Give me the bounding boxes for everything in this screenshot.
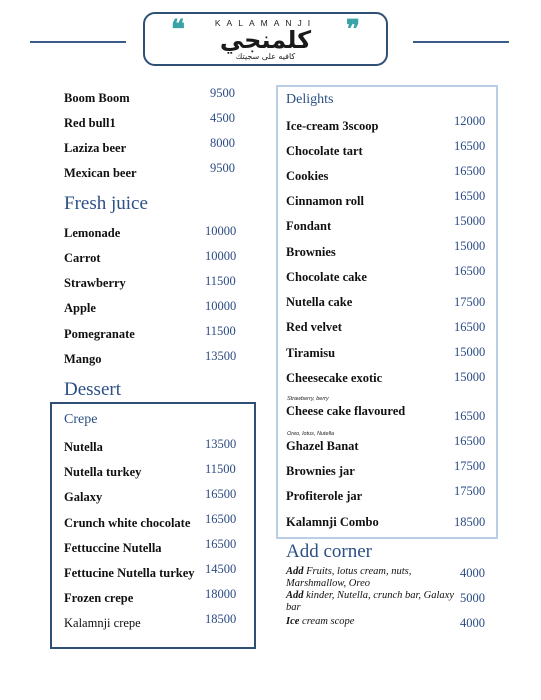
quote-mark-left-icon: ❝ bbox=[171, 15, 185, 45]
menu-item-name: Kalamnji Combo bbox=[286, 515, 379, 529]
menu-item-price: 18000 bbox=[205, 587, 237, 601]
menu-item-name: Nutella cake bbox=[286, 295, 353, 309]
menu-item-name: Tiramisu bbox=[286, 346, 336, 360]
add-corner-prefix: Add bbox=[286, 590, 304, 601]
menu-item-name: Fondant bbox=[286, 219, 332, 233]
menu-item-name: Nutella turkey bbox=[64, 465, 142, 479]
logo bbox=[143, 12, 388, 66]
add-corner-text: cream scope bbox=[299, 616, 355, 627]
logo-latin-text: KALAMANJI bbox=[214, 18, 317, 28]
menu-item-price: 16500 bbox=[205, 512, 237, 526]
menu-item-name: Nutella bbox=[64, 440, 103, 454]
menu-item-price: 16500 bbox=[454, 320, 486, 334]
menu-item-price: 16500 bbox=[454, 139, 486, 153]
menu-item-price: 16500 bbox=[454, 409, 486, 423]
menu-item-price: 11500 bbox=[205, 462, 236, 476]
menu-item-price: 11500 bbox=[205, 274, 236, 288]
menu-item-name: Cheesecake exotic bbox=[286, 371, 383, 385]
menu-item-price: 16500 bbox=[454, 264, 486, 278]
menu-item-price: 9500 bbox=[210, 86, 235, 100]
add-corner-item bbox=[286, 566, 456, 590]
menu-item-price: 8000 bbox=[210, 136, 235, 150]
header-rule-right bbox=[413, 41, 509, 43]
section-heading-delights: Delights bbox=[286, 92, 334, 107]
menu-item-price: 17500 bbox=[454, 459, 486, 473]
menu-item-name: Laziza beer bbox=[64, 141, 127, 155]
menu-item-price: 11500 bbox=[205, 324, 236, 338]
logo-arabic-subtitle: كافيه على سجيتك bbox=[235, 52, 296, 61]
menu-item-name: Cheese cake flavoured bbox=[286, 404, 406, 418]
menu-item-price: 4500 bbox=[210, 111, 235, 125]
menu-item-price: 9500 bbox=[210, 161, 235, 175]
add-corner-text: kinder, Nutella, crunch bar, Galaxy bar bbox=[286, 590, 454, 613]
menu-item-price: 18500 bbox=[205, 612, 237, 626]
quote-mark-right-icon: ❞ bbox=[346, 15, 360, 45]
section-heading-crepe: Crepe bbox=[64, 412, 98, 427]
add-corner-item bbox=[286, 616, 456, 628]
add-corner-text: Fruits, lotus cream, nuts, Marshmallow, Oreo bbox=[286, 566, 412, 589]
menu-item-name: Galaxy bbox=[64, 490, 103, 504]
header-rule-left bbox=[30, 41, 126, 43]
menu-item-price: 15000 bbox=[454, 345, 486, 359]
menu-item-name: Chocolate cake bbox=[286, 270, 367, 284]
menu-item-price: 12000 bbox=[454, 114, 486, 128]
menu-item-price: 15000 bbox=[454, 239, 486, 253]
menu-item-price: 13500 bbox=[205, 437, 237, 451]
menu-item-name: Pomegranate bbox=[64, 327, 135, 341]
menu-item-price: 17500 bbox=[454, 484, 486, 498]
menu-item-name: Red velvet bbox=[286, 320, 342, 334]
menu-item-name: Strawberry bbox=[64, 276, 126, 290]
menu-item-name: Lemonade bbox=[64, 226, 121, 240]
menu-item-price: 15000 bbox=[454, 370, 486, 384]
add-corner-prefix: Ice bbox=[286, 616, 300, 627]
menu-item-name: Cookies bbox=[286, 169, 329, 183]
section-heading-add-corner: Add corner bbox=[286, 541, 372, 562]
menu-item-price: 10000 bbox=[205, 299, 237, 313]
menu-item-price: 10000 bbox=[205, 249, 237, 263]
menu-item-name: Brownies bbox=[286, 245, 336, 259]
menu-item-price: 5000 bbox=[460, 591, 485, 605]
menu-item-price: 16500 bbox=[205, 487, 237, 501]
menu-item-price: 16500 bbox=[205, 537, 237, 551]
menu-item-name: Mango bbox=[64, 352, 102, 366]
add-corner-prefix: Add bbox=[286, 566, 304, 577]
section-heading-dessert: Dessert bbox=[64, 379, 121, 400]
menu-item-price: 13500 bbox=[205, 349, 237, 363]
menu-item-price: 17500 bbox=[454, 295, 486, 309]
menu-item-name: Fettucine Nutella turkey bbox=[64, 566, 195, 580]
menu-item-price: 18500 bbox=[454, 515, 486, 529]
menu-item-name: Ice-cream 3scoop bbox=[286, 119, 379, 133]
menu-item-name: Boom Boom bbox=[64, 91, 130, 105]
menu-item-name: Frozen crepe bbox=[64, 591, 134, 605]
add-corner-item bbox=[286, 590, 456, 614]
menu-item-price: 16500 bbox=[454, 164, 486, 178]
menu-item-price: 16500 bbox=[454, 189, 486, 203]
menu-item-name: Apple bbox=[64, 301, 96, 315]
menu-item-note: Oreo, lotus, Nutella bbox=[287, 431, 335, 437]
menu-item-price: 16500 bbox=[454, 434, 486, 448]
menu-item-name: Chocolate tart bbox=[286, 144, 363, 158]
menu-item-note: Strawberry, berry bbox=[287, 396, 329, 402]
menu-item-price: 15000 bbox=[454, 214, 486, 228]
menu-item-name: Kalamnji crepe bbox=[64, 616, 141, 630]
menu-item-price: 4000 bbox=[460, 566, 485, 580]
menu-item-price: 4000 bbox=[460, 616, 485, 630]
logo-arabic-text: كلمنجي bbox=[219, 26, 312, 54]
section-heading-fresh-juice: Fresh juice bbox=[64, 193, 148, 214]
menu-item-name: Crunch white chocolate bbox=[64, 516, 191, 530]
menu-item-price: 10000 bbox=[205, 224, 237, 238]
menu-item-name: Ghazel Banat bbox=[286, 439, 359, 453]
menu-item-price: 14500 bbox=[205, 562, 237, 576]
menu-item-name: Profiterole jar bbox=[286, 489, 363, 503]
menu-item-name: Brownies jar bbox=[286, 464, 355, 478]
menu-item-name: Red bull1 bbox=[64, 116, 116, 130]
menu-item-name: Carrot bbox=[64, 251, 101, 265]
menu-item-name: Fettuccine Nutella bbox=[64, 541, 162, 555]
menu-item-name: Cinnamon roll bbox=[286, 194, 364, 208]
menu-item-name: Mexican beer bbox=[64, 166, 137, 180]
